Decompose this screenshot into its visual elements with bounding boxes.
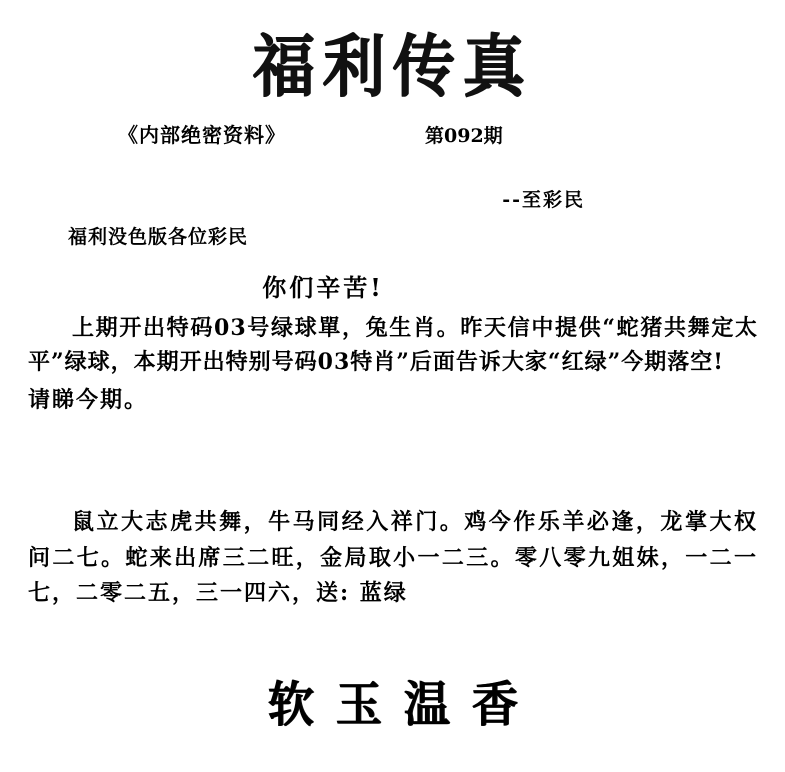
issue-number: 第092期 — [425, 125, 503, 148]
page-title: 福利传真 — [252, 27, 533, 106]
numbers-paragraph: 鼠立大志虎共舞，牛马同经入祥门。鸡今作乐羊必逢，龙掌大权问二七。蛇来出席三二旺，金局取小一二三。零八零九姐妹，一二一七，二零二五，三一四六，送: 蓝绿 — [28, 509, 758, 607]
byline: --至彩民 — [502, 189, 585, 211]
body-paragraph-2: 请睇今期。 — [28, 387, 149, 414]
subheader-row — [0, 119, 785, 149]
footer-slogan: 软玉温香 — [267, 675, 540, 733]
body-paragraph-1: 上期开出特码03号绿球單，兔生肖。昨天信中提供“蛇猪共舞定太平”绿球，本期开出特别号码03特肖”后面告诉大家“红绿”今期落空! — [28, 315, 758, 376]
salutation: 福利没色版各位彩民 — [68, 226, 249, 248]
document-subtitle: 《内部绝密资料》 — [118, 123, 286, 148]
body-block — [28, 268, 758, 417]
numbers-block — [28, 505, 758, 612]
greeting-text: 你们辛苦! — [262, 273, 384, 302]
